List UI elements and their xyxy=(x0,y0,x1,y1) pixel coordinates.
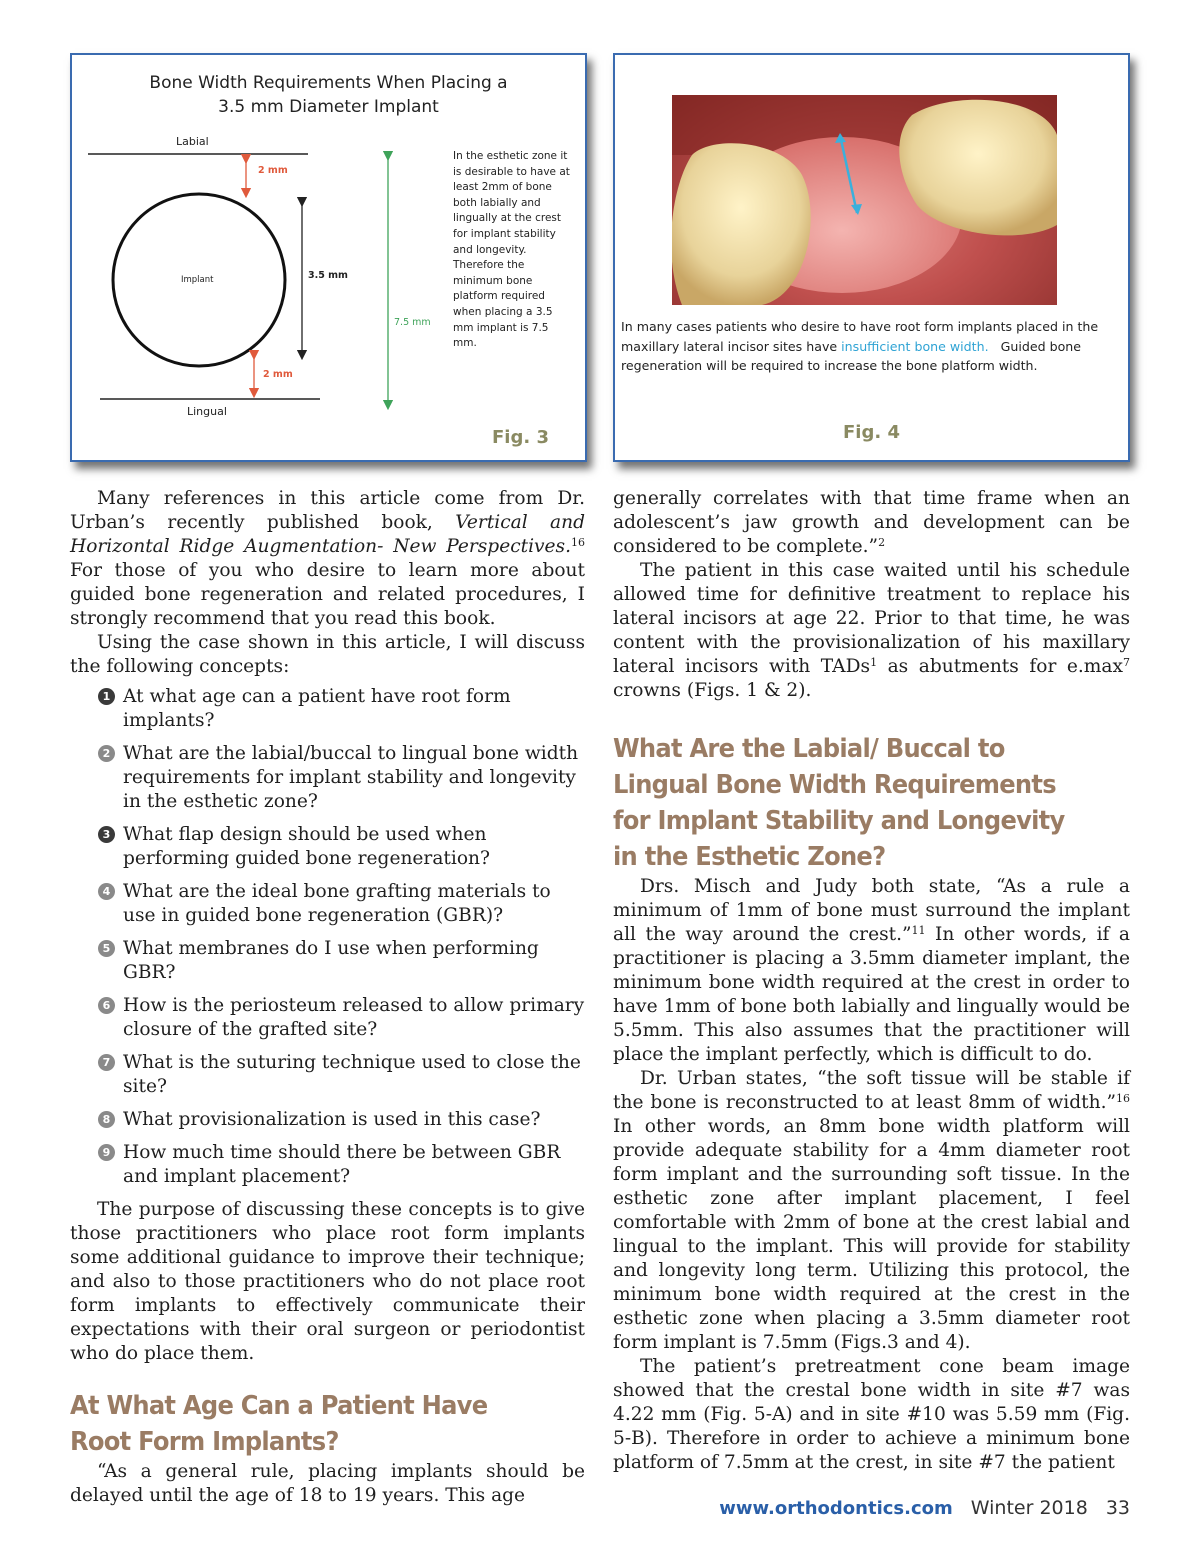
list-item: 5 What membranes do I use when performing GBR? xyxy=(70,937,585,985)
number-badge: 6 xyxy=(98,997,115,1014)
caption-highlight: insufficient bone width. xyxy=(841,338,989,354)
figure-4-caption xyxy=(621,317,1121,376)
list-item: 7 What is the suturing technique used to close the site? xyxy=(70,1051,585,1099)
dental-photo-illustration xyxy=(672,95,1057,305)
section-heading: What Are the Labial/ Buccal to Lingual Bone Width Requirements for Implant Stability and Longevity in the Esthetic Zone? xyxy=(613,734,1065,872)
figure-3-label: Fig. 3 xyxy=(492,427,549,448)
labial-label: Labial xyxy=(176,135,209,148)
list-item: 9 How much time should there be between GBR and implant placement? xyxy=(70,1141,585,1189)
number-badge: 8 xyxy=(98,1111,115,1128)
paragraph: generally correlates with that time frame when an adolescent’s jaw growth and development can be considered to be complete.”$^2$ xyxy=(613,488,1130,557)
reference: 11 xyxy=(911,924,926,937)
top-gap-label: 2 mm xyxy=(258,165,288,176)
number-badge: 1 xyxy=(98,688,115,705)
right-column xyxy=(613,487,1130,1475)
implant-label: Implant xyxy=(181,275,214,285)
paragraph: The patient in this case waited until his schedule allowed time for definitive treatment to replace his lateral incisors at age 22. Prior to that time, he was content with the provisionalization of his maxillary lateral incisors with TADs$^1$ as abutments for $e.\max^7$ crowns (Figs. 1 & 2). xyxy=(613,560,1130,701)
figure-3-title-line-2: 3.5 mm Diameter Implant xyxy=(218,97,439,117)
page-footer xyxy=(719,1497,1130,1519)
caption-text: In many cases patients who desire to have root form implants placed in the maxillary lateral incisor sites have xyxy=(621,319,1099,354)
left-column xyxy=(70,487,585,1508)
list-item: 8 What provisionalization is used in this case? xyxy=(70,1108,585,1132)
bottom-gap-label: 2 mm xyxy=(263,369,293,380)
paragraph: The patient’s pretreatment cone beam image showed that the crestal bone width in site #7 was 4.22 mm (Fig. 5-A) and in site #10 was 5.59 mm (Fig. 5-B). Therefore in order to achieve a minimum bone platform of 7.5mm at the crest, in site #7 the patient xyxy=(613,1356,1130,1473)
reference: 2 xyxy=(878,536,886,549)
figure-4 xyxy=(613,53,1130,462)
number-badge: 7 xyxy=(98,1054,115,1071)
reference: 1 xyxy=(870,656,878,669)
lingual-label: Lingual xyxy=(187,405,227,418)
paragraph: Dr. Urban states, “the soft tissue will be stable if the bone is reconstructed to at least 8mm of width.”$^{16}$ In other words, an 8mm bone width platform will provide adequate stability for a 4mm diameter root form implant and the surrounding soft tissue. In the esthetic zone after implant placement, I feel comfortable with 2mm of bone at the crest labial and lingual to the implant. This will provide for stability and longevity long term. Utilizing this protocol, the minimum bone width required at the crest in the esthetic zone when placing a 3.5mm diameter root form implant is 7.5mm (Figs.3 and 4). xyxy=(613,1068,1130,1353)
paragraph: Drs. Misch and Judy both state, “As a rule a minimum of 1mm of bone must surround the implant all the way around the crest.”$^{11}$ In other words, if a practitioner is placing a 3.5mm diameter implant, the minimum bone width required at the crest in order to have 1mm of bone both labially and lingually would be 5.5mm. This also assumes that the practitioner will place the implant perfectly, which is difficult to do. xyxy=(613,876,1130,1065)
paragraph: Using the case shown in this article, I will discuss the following concepts: xyxy=(70,632,585,677)
number-badge: 5 xyxy=(98,940,115,957)
number-badge: 2 xyxy=(98,745,115,762)
page-number: 33 xyxy=(1105,1497,1130,1519)
number-badge: 9 xyxy=(98,1144,115,1161)
reference: 16 xyxy=(1116,1092,1130,1105)
left-tooth xyxy=(672,143,811,305)
paragraph: Many references in this article come from Dr. Urban’s recently published book, Vertical and Horizontal Ridge Augmentation- New Perspectives.$^{16}$ For those of you who desire to learn more about guided bone regeneration and related procedures, I strongly recommend that you read this book. xyxy=(70,488,586,629)
reference: 7 xyxy=(1122,656,1130,669)
book-title: Vertical and Horizontal Ridge Augmentation- New Perspectives. xyxy=(70,512,586,557)
list-item: 6 How is the periosteum released to allow primary closure of the grafted site? xyxy=(70,994,585,1042)
reference: 16 xyxy=(571,536,585,549)
number-badge: 4 xyxy=(98,883,115,900)
figure-4-label: Fig. 4 xyxy=(843,422,900,443)
total-width-label: 7.5 mm xyxy=(394,317,431,328)
list-item: 4 What are the ideal bone grafting materials to use in guided bone regeneration (GBR)? xyxy=(70,880,585,928)
paragraph: “As a general rule, placing implants should be delayed until the age of 18 to 19 years. This age xyxy=(70,1461,585,1506)
figure-3 xyxy=(70,53,587,462)
list-item: 3 What flap design should be used when performing guided bone regeneration? xyxy=(70,823,585,871)
figure-3-title-line-1: Bone Width Requirements When Placing a xyxy=(149,73,508,93)
concept-list xyxy=(70,685,585,1189)
issue-label: Winter 2018 xyxy=(970,1497,1088,1519)
list-item: 2 What are the labial/buccal to lingual bone width requirements for implant stability and longevity in the esthetic zone? xyxy=(70,742,585,814)
number-badge: 3 xyxy=(98,826,115,843)
website-link[interactable]: www.orthodontics.com xyxy=(719,1498,953,1519)
list-item: 1 At what age can a patient have root form implants? xyxy=(70,685,585,733)
diameter-label: 3.5 mm xyxy=(308,270,348,281)
dental-photo xyxy=(672,95,1057,305)
figure-3-note: In the esthetic zone it is desirable to have at least 2mm of bone both labially and lingually at the crest for implant stability and longevity. Therefore the minimum bone platform required when placing a 3.5 mm implant is 7.5 mm. xyxy=(453,150,570,350)
paragraph: The purpose of discussing these concepts is to give those practitioners who place root form implants some additional guidance to improve their technique; and also to those practitioners who do not place root form implants to effectively communicate their expectations with their oral surgeon or periodontist who do place them. xyxy=(70,1199,585,1364)
caption-text-end: Guided bone regeneration will be required to increase the bone platform width. xyxy=(621,338,1086,373)
section-heading: At What Age Can a Patient Have Root Form Implants? xyxy=(70,1391,488,1457)
